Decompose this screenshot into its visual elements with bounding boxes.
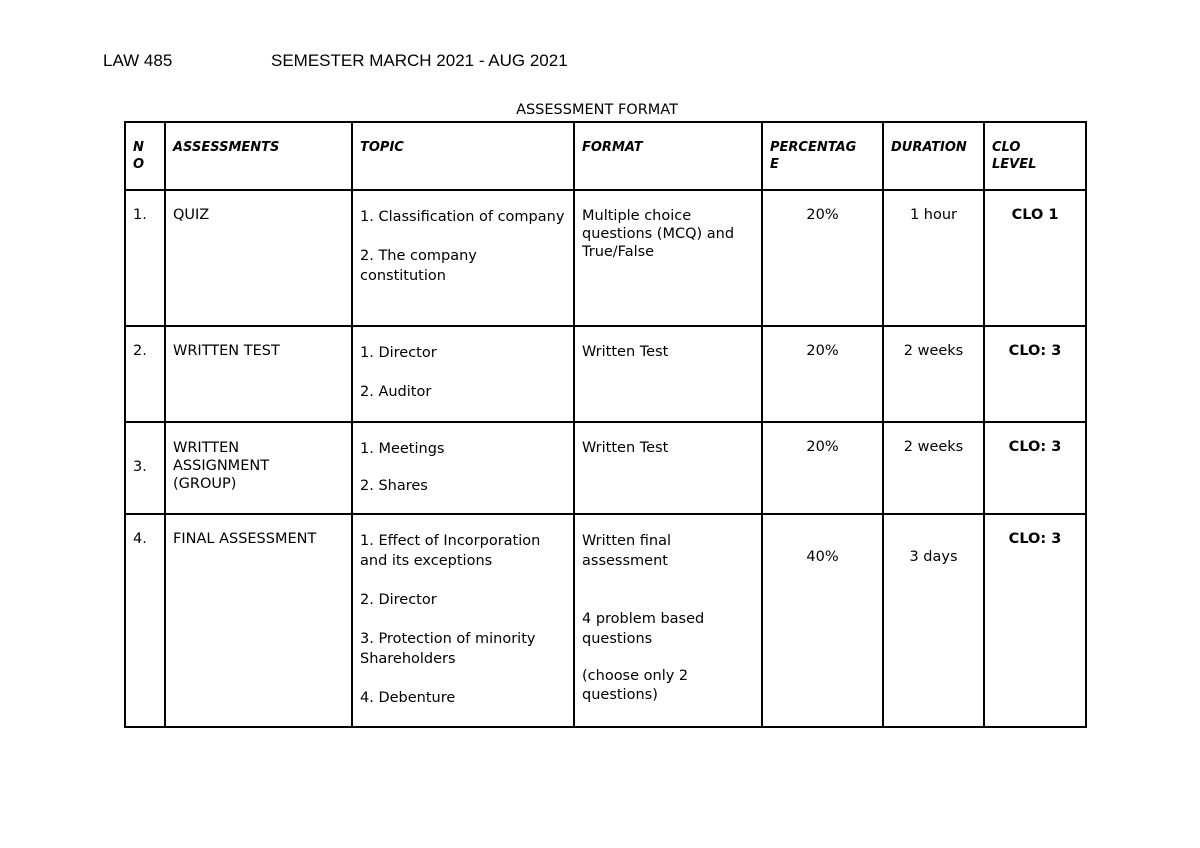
semester-label: SEMESTER MARCH 2021 - AUG 2021 (271, 51, 568, 70)
assessment-name: QUIZ (165, 190, 352, 326)
topic-item: 1. Meetings (360, 441, 445, 457)
header-topic: TOPIC (352, 122, 574, 190)
duration-cell: 2 weeks (883, 422, 984, 514)
topic-item: 2. Director (360, 592, 437, 608)
title-text: ASSESSMENT FORMAT (516, 102, 678, 118)
clo-cell: CLO: 3 (984, 422, 1086, 514)
format-cell (574, 422, 762, 514)
header-clo (984, 122, 1086, 190)
duration-cell: 1 hour (883, 190, 984, 326)
assessment-table (124, 121, 1087, 728)
topic-item: 2. Shares (360, 478, 428, 494)
table-row (125, 326, 1086, 422)
percentage-cell: 20% (762, 190, 883, 326)
format-text: (choose only 2 questions) (582, 668, 689, 703)
table-row (125, 514, 1086, 727)
percentage-cell: 40% (762, 514, 883, 727)
format-text: Written Test (582, 440, 669, 456)
header-no-text: N O (133, 140, 145, 172)
topic-item: 2. Auditor (360, 384, 432, 400)
header-format: FORMAT (574, 122, 762, 190)
topic-item: 1. Director (360, 345, 437, 361)
duration-cell: 3 days (883, 514, 984, 727)
header-assessments: ASSESSMENTS (165, 122, 352, 190)
clo-cell: CLO 1 (984, 190, 1086, 326)
assessment-name (165, 422, 352, 514)
row-number: 1. (125, 190, 165, 326)
topic-cell (352, 422, 574, 514)
topic-cell (352, 514, 574, 727)
topic-item: 4. Debenture (360, 690, 456, 706)
course-code: LAW 485 (103, 51, 173, 70)
header-clo-text: CLO LEVEL (992, 140, 1037, 172)
header-percentage-text: PERCENTAG E (770, 140, 857, 172)
topic-item: 2. The company constitution (360, 248, 477, 284)
row-number: 3. (125, 422, 165, 514)
header-duration: DURATION (883, 122, 984, 190)
format-text: Written Test (582, 344, 669, 360)
clo-cell: CLO: 3 (984, 514, 1086, 727)
table-row (125, 422, 1086, 514)
assessment-name: WRITTEN TEST (165, 326, 352, 422)
topic-item: 1. Classification of company (360, 209, 565, 225)
format-cell (574, 326, 762, 422)
header-percentage (762, 122, 883, 190)
row-number: 2. (125, 326, 165, 422)
table-header-row (125, 122, 1086, 190)
format-cell (574, 514, 762, 727)
row-number: 4. (125, 514, 165, 727)
table-row (125, 190, 1086, 326)
percentage-cell: 20% (762, 326, 883, 422)
format-cell (574, 190, 762, 326)
format-text: 4 problem based questions (582, 611, 705, 647)
percentage-cell: 20% (762, 422, 883, 514)
assessment-name: FINAL ASSESSMENT (165, 514, 352, 727)
header-no (125, 122, 165, 190)
topic-cell (352, 326, 574, 422)
topic-item: 3. Protection of minority Shareholders (360, 631, 536, 667)
assessment-name-text: WRITTEN ASSIGNMENT (GROUP) (173, 440, 270, 492)
clo-cell: CLO: 3 (984, 326, 1086, 422)
document-title (0, 102, 1200, 118)
duration-cell: 2 weeks (883, 326, 984, 422)
topic-cell (352, 190, 574, 326)
format-text: Written final assessment (582, 533, 672, 569)
format-text: Multiple choice questions (MCQ) and True/False (582, 208, 735, 260)
topic-item: 1. Effect of Incorporation and its exceptions (360, 533, 541, 569)
